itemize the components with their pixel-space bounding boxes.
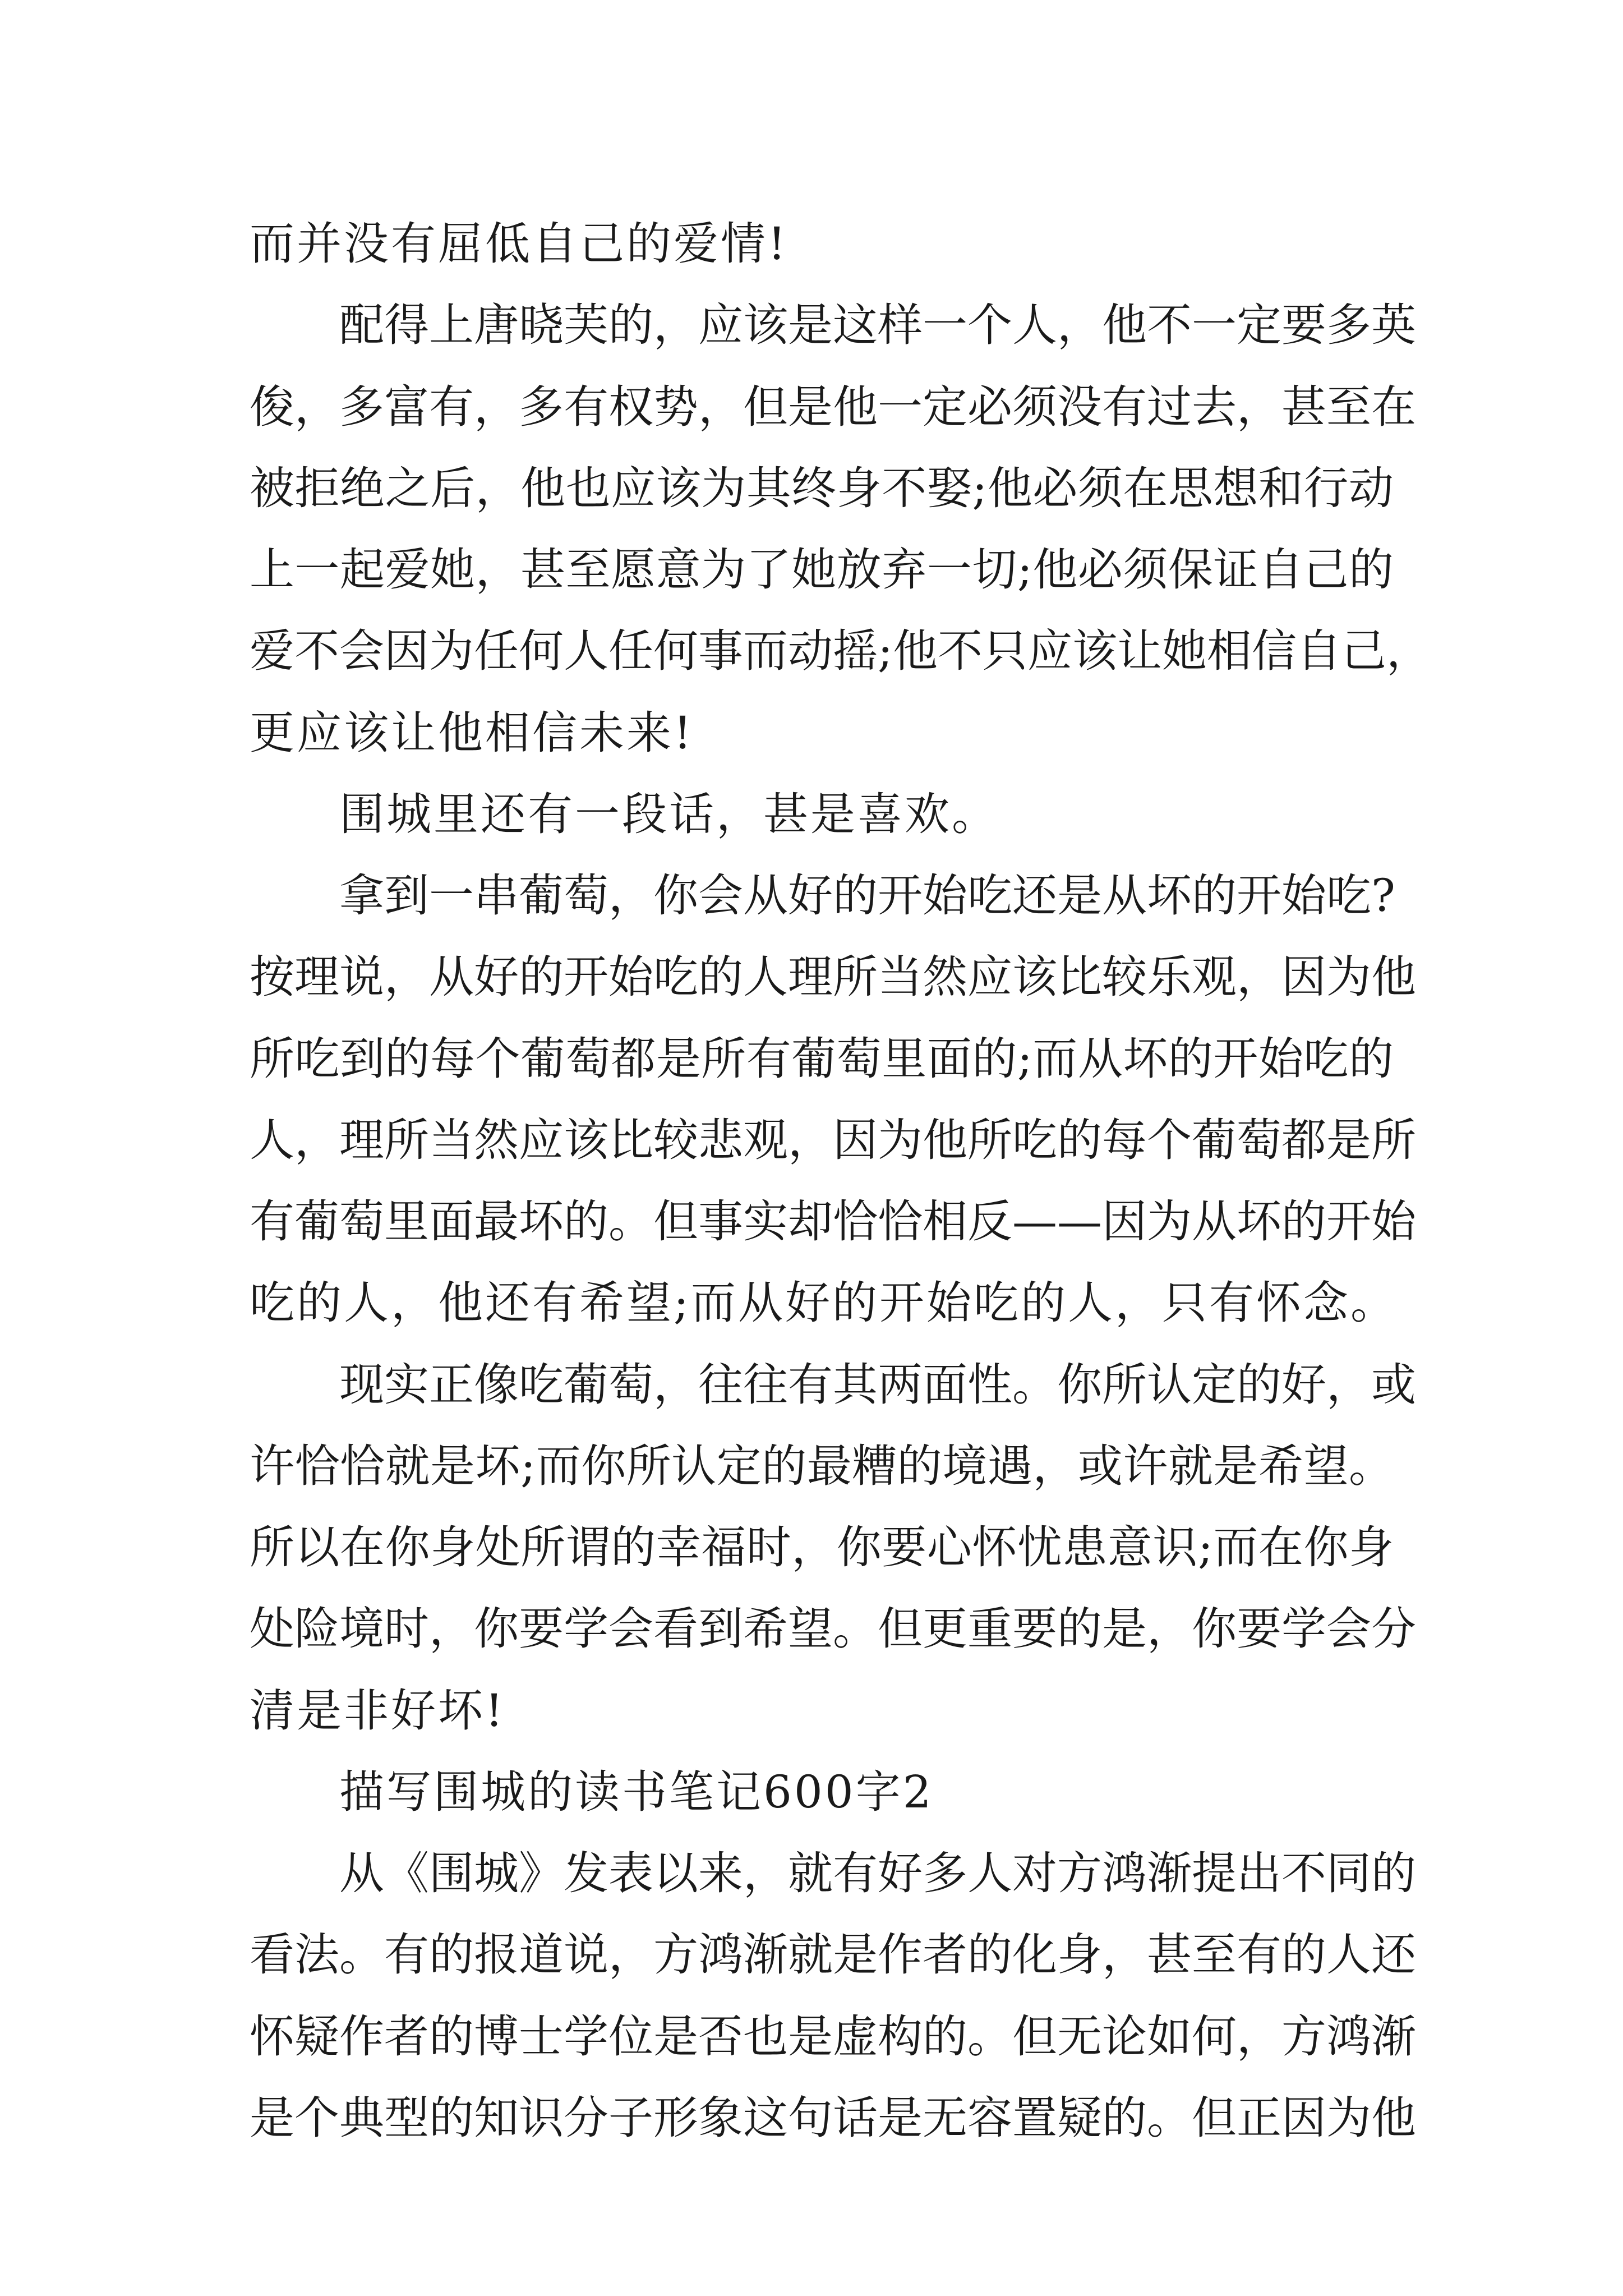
paragraph-first-line: 围城里还有一段话，甚是喜欢。 — [339, 788, 999, 840]
section-heading: 描写围城的读书笔记600字2 — [339, 1766, 934, 1818]
text-line: 人，理所当然应该比较悲观，因为他所吃的每个葡萄都是所 — [250, 1114, 1416, 1166]
text-line: 更应该让他相信未来! — [250, 707, 694, 759]
text-line: 吃的人，他还有希望;而从好的开始吃的人，只有怀念。 — [250, 1277, 1398, 1329]
text-line: 俊，多富有，多有权势，但是他一定必须没有过去，甚至在 — [250, 381, 1416, 433]
text-line: 许恰恰就是坏;而你所认定的最糟的境遇，或许就是希望。 — [250, 1440, 1394, 1492]
text-line: 而并没有屈低自己的爱情! — [250, 218, 789, 270]
paragraph-first-line: 现实正像吃葡萄，往往有其两面性。你所认定的好，或 — [339, 1359, 1416, 1411]
paragraph-first-line: 拿到一串葡萄，你会从好的开始吃还是从坏的开始吃? — [339, 869, 1395, 922]
text-line: 怀疑作者的博士学位是否也是虚构的。但无论如何，方鸿渐 — [250, 2010, 1416, 2063]
paragraph-first-line: 从《围城》发表以来，就有好多人对方鸿渐提出不同的 — [339, 1847, 1416, 1899]
text-line: 上一起爱她，甚至愿意为了她放弃一切;他必须保证自己的 — [250, 544, 1394, 596]
paragraph-first-line: 配得上唐晓芙的，应该是这样一个人，他不一定要多英 — [339, 299, 1416, 351]
text-line: 是个典型的知识分子形象这句话是无容置疑的。但正因为他 — [250, 2092, 1416, 2144]
text-line: 看法。有的报道说，方鸿渐就是作者的化身，甚至有的人还 — [250, 1929, 1416, 1981]
text-line: 所吃到的每个葡萄都是所有葡萄里面的;而从坏的开始吃的 — [250, 1033, 1394, 1085]
text-line: 处险境时，你要学会看到希望。但更重要的是，你要学会分 — [250, 1603, 1416, 1655]
text-line: 爱不会因为任何人任何事而动摇;他不只应该让她相信自己， — [250, 625, 1431, 677]
text-line: 被拒绝之后，他也应该为其终身不娶;他必须在思想和行动 — [250, 462, 1394, 514]
text-line: 清是非好坏! — [250, 1685, 506, 1737]
text-line: 按理说，从好的开始吃的人理所当然应该比较乐观，因为他 — [250, 951, 1416, 1003]
text-line: 所以在你身处所谓的幸福时，你要心怀忧患意识;而在你身 — [250, 1521, 1394, 1573]
text-line: 有葡萄里面最坏的。但事实却恰恰相反——因为从坏的开始 — [250, 1195, 1416, 1248]
